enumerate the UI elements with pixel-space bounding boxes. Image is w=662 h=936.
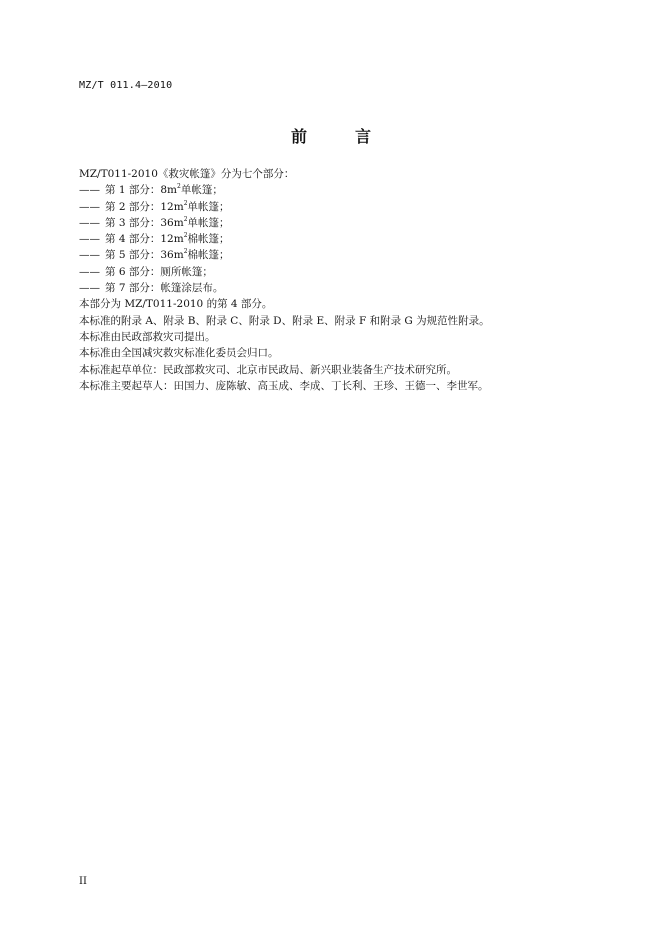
part-item bbox=[79, 231, 599, 247]
part-size: 12m bbox=[160, 200, 184, 213]
part-label: 第 7 部分： bbox=[105, 282, 161, 295]
part-label: 第 3 部分： bbox=[105, 216, 161, 229]
part-size-exponent: 2 bbox=[183, 215, 188, 223]
paragraph-line: 本标准主要起草人：田国力、庞陈敏、高玉成、李成、丁长利、王珍、王德一、李世军。 bbox=[79, 379, 489, 392]
part-item bbox=[79, 264, 599, 280]
intro-line: MZ/T011-2010《救灾帐篷》分为七个部分： bbox=[79, 168, 295, 180]
title-char-2: 言 bbox=[355, 127, 372, 146]
part-item bbox=[79, 199, 599, 215]
paragraph-line: 本部分为 MZ/T011-2010 的第 4 部分。 bbox=[79, 298, 273, 311]
part-name: 帐篷涂层布。 bbox=[160, 282, 224, 295]
part-size: 36m bbox=[160, 216, 184, 229]
dash-marker: —— bbox=[79, 282, 100, 295]
part-label: 第 2 部分： bbox=[105, 200, 161, 213]
title-char-1: 前 bbox=[290, 127, 307, 146]
part-size-exponent: 2 bbox=[183, 199, 188, 207]
dash-marker: —— bbox=[79, 216, 100, 229]
part-name: 单帐篷； bbox=[187, 200, 230, 213]
part-label: 第 5 部分： bbox=[105, 249, 161, 262]
paragraph-line: 本标准由全国减灾救灾标准化委员会归口。 bbox=[79, 347, 279, 360]
part-size: 36m bbox=[160, 249, 184, 262]
paragraph-line: 本标准由民政部救灾司提出。 bbox=[79, 330, 216, 343]
page-title bbox=[0, 124, 662, 147]
paragraph-line: 本标准的附录 A、附录 B、附录 C、附录 D、附录 E、附录 F 和附录 G 为规范性附录。 bbox=[79, 314, 490, 327]
part-name: 单帐篷； bbox=[180, 184, 223, 197]
part-item bbox=[79, 247, 599, 263]
part-item bbox=[79, 215, 599, 231]
dash-marker: —— bbox=[79, 200, 100, 213]
part-name: 棉帐篷； bbox=[187, 249, 230, 262]
dash-marker: —— bbox=[79, 184, 100, 197]
part-size: 12m bbox=[160, 233, 184, 246]
part-item bbox=[79, 182, 599, 198]
part-size: 8m bbox=[160, 184, 177, 197]
part-label: 第 6 部分： bbox=[105, 265, 161, 278]
part-name: 厕所帐篷； bbox=[160, 265, 213, 278]
part-size-exponent: 2 bbox=[177, 183, 181, 191]
standard-code-header: MZ/T 011.4—2010 bbox=[79, 80, 173, 91]
part-size-exponent: 2 bbox=[183, 232, 188, 240]
part-item bbox=[79, 280, 599, 296]
part-label: 第 4 部分： bbox=[105, 233, 161, 246]
part-label: 第 1 部分： bbox=[105, 184, 161, 197]
dash-marker: —— bbox=[79, 233, 100, 246]
dash-marker: —— bbox=[79, 265, 100, 278]
part-name: 棉帐篷； bbox=[187, 233, 230, 246]
page-number: II bbox=[79, 876, 87, 887]
paragraph-line: 本标准起草单位：民政部救灾司、北京市民政局、新兴职业装备生产技术研究所。 bbox=[79, 363, 457, 376]
foreword-body bbox=[79, 166, 599, 394]
part-name: 单帐篷； bbox=[187, 216, 230, 229]
dash-marker: —— bbox=[79, 249, 100, 262]
part-size-exponent: 2 bbox=[183, 248, 188, 256]
